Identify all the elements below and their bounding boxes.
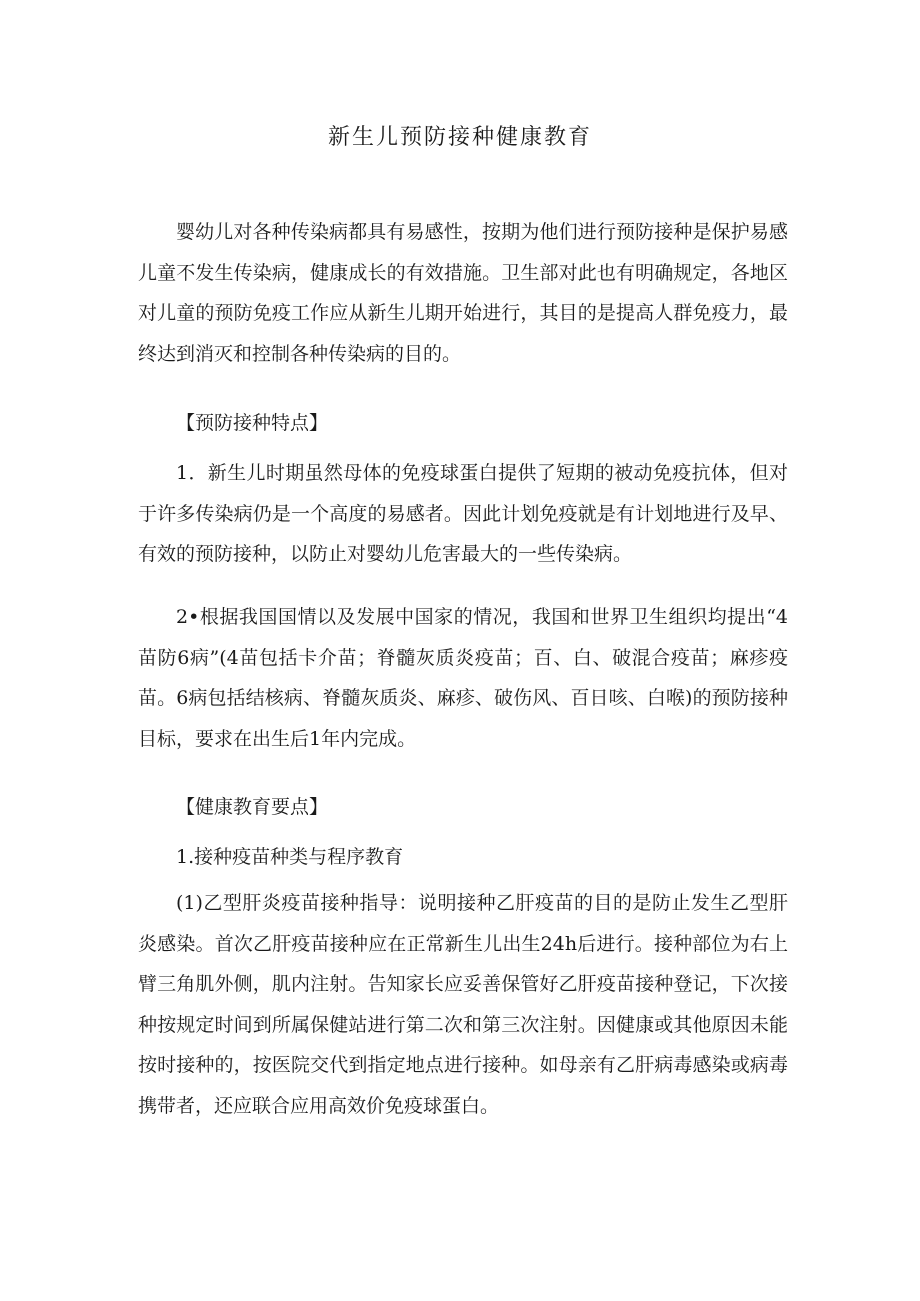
paragraph-hepatitis-b-guidance: (1)乙型肝炎疫苗接种指导：说明接种乙肝疫苗的目的是防止发生乙型肝炎感染。首次乙肝疫苗接种应在正常新生儿出生24h后进行。接种部位为右上臂三角肌外侧，肌内注射。告知家长应妥善保管好乙肝疫苗接种登记，下次接种按规定时间到所属保健站进行第二次和第三次注射。因健康或其他原因未能按时接种的，按医院交代到指定地点进行接种。如母亲有乙肝病毒感染或病毒携带者，还应联合应用高效价免疫球蛋白。: [138, 892, 788, 1117]
paragraph-feature-1: 1．新生儿时期虽然母体的免疫球蛋白提供了短期的被动免疫抗体，但对于许多传染病仍是一个高度的易感者。因此计划免疫就是有计划地进行及早、有效的预防接种，以防止对婴幼儿危害最大的一些传染病。: [138, 462, 788, 565]
intro-paragraph: 婴幼儿对各种传染病都具有易感性，按期为他们进行预防接种是保护易感儿童不发生传染病，健康成长的有效措施。卫生部对此也有明确规定，各地区对儿童的预防免疫工作应从新生儿期开始进行，其目的是提高人群免疫力，最终达到消灭和控制各种传染病的目的。: [138, 221, 788, 365]
document-title: 新生儿预防接种健康教育: [327, 125, 592, 150]
section-heading-health-education: 【健康教育要点】: [176, 796, 329, 818]
paragraph-feature-2: 2•根据我国国情以及发展中国家的情况，我国和世界卫生组织均提出“4苗防6病”(4苗包括卡介苗；脊髓灰质炎疫苗；百、白、破混合疫苗；麻疹疫苗。6病包括结核病、脊髓灰质炎、麻疹、破伤风、百日咳、白喉)的预防接种目标，要求在出生后1年内完成。: [138, 606, 788, 750]
subheading-vaccine-types: 1.接种疫苗种类与程序教育: [176, 846, 404, 868]
section-heading-vaccination-features: 【预防接种特点】: [176, 412, 329, 434]
